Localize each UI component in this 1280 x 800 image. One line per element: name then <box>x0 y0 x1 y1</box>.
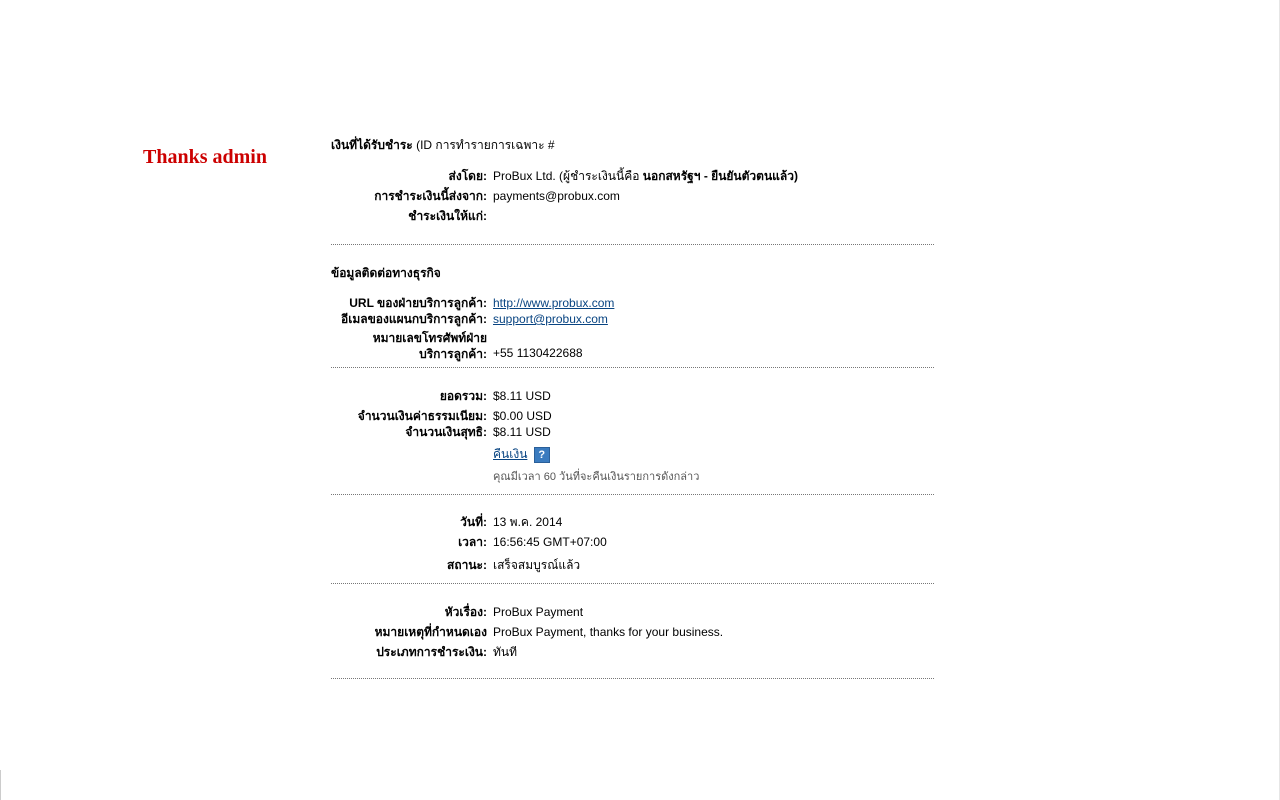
fee-label: จำนวนเงินค่าธรรมเนียม: <box>357 409 487 423</box>
support-phone-label-line2: บริการลูกค้า: <box>419 347 487 361</box>
refund-note-row <box>331 469 934 485</box>
support-phone-row <box>331 330 934 361</box>
sent-by-label: ส่งโดย: <box>448 169 487 183</box>
time-label: เวลา: <box>458 535 487 549</box>
paid-to-row <box>331 208 934 228</box>
time-row <box>331 534 934 557</box>
support-url-row <box>331 295 934 311</box>
refund-row <box>331 446 934 466</box>
total-row <box>331 388 934 408</box>
payment-type-value: ทันที <box>493 645 518 659</box>
sender-name: ProBux Ltd. (ผู้ชำระเงินนี้คือ <box>493 169 640 183</box>
sent-from-row <box>331 188 934 208</box>
business-contact-title: ข้อมูลติดต่อทางธุรกิจ <box>331 266 441 280</box>
paid-to-label: ชำระเงินให้แก่: <box>408 209 487 223</box>
total-label: ยอดรวม: <box>439 389 487 403</box>
subject-row <box>331 604 934 624</box>
support-email-row <box>331 311 934 327</box>
net-row <box>331 424 934 440</box>
sent-by-value <box>493 168 934 188</box>
window-left-edge <box>0 770 1 800</box>
payment-receipt <box>331 136 934 679</box>
payment-type-label: ประเภทการชำระเงิน: <box>376 645 487 659</box>
custom-note-label: หมายเหตุที่กำหนดเอง <box>374 625 487 639</box>
payment-type-row <box>331 644 934 664</box>
receipt-header <box>331 136 934 154</box>
help-question-icon[interactable]: ? <box>534 447 550 463</box>
support-url-link[interactable]: http://www.probux.com <box>493 296 615 310</box>
refund-link[interactable]: คืนเงิน <box>493 447 528 461</box>
date-value: 13 พ.ค. 2014 <box>493 515 563 529</box>
status-row <box>331 557 934 577</box>
net-value: $8.11 USD <box>493 425 551 439</box>
sent-from-label: การชำระเงินนี้ส่งจาก: <box>374 189 487 203</box>
subject-label: หัวเรื่อง: <box>444 605 487 619</box>
support-phone-value: +55 1130422688 <box>493 346 583 360</box>
custom-note-value: ProBux Payment, thanks for your business. <box>493 625 724 639</box>
custom-note-row <box>331 624 934 644</box>
date-label: วันที่: <box>460 515 487 529</box>
sender-status: นอกสหรัฐฯ - ยืนยันตัวตนแล้ว) <box>642 169 798 183</box>
support-phone-label <box>331 330 493 361</box>
transaction-id-label: (ID การทำรายการเฉพาะ # <box>416 138 555 152</box>
status-value: เสร็จสมบูรณ์แล้ว <box>493 558 581 572</box>
status-label: สถานะ: <box>447 558 487 572</box>
section-divider <box>331 678 934 679</box>
support-email-label: อีเมลของแผนกบริการลูกค้า: <box>341 312 487 326</box>
time-value: 16:56:45 GMT+07:00 <box>493 535 607 549</box>
sent-by-row <box>331 168 934 188</box>
fee-row <box>331 408 934 424</box>
receipt-title: เงินที่ได้รับชำระ <box>331 138 413 152</box>
support-url-label: URL ของฝ่ายบริการลูกค้า: <box>349 296 487 310</box>
fee-value: $0.00 USD <box>493 409 552 423</box>
subject-value: ProBux Payment <box>493 605 584 619</box>
support-email-link[interactable]: support@probux.com <box>493 312 608 326</box>
paid-to-value <box>493 208 934 228</box>
total-value: $8.11 USD <box>493 389 551 403</box>
thanks-banner: Thanks admin <box>143 146 267 168</box>
support-phone-label-line1: หมายเลขโทรศัพท์ฝ่าย <box>372 331 487 345</box>
sent-from-value: payments@probux.com <box>493 189 620 203</box>
refund-note: คุณมีเวลา 60 วันที่จะคืนเงินรายการดังกล่าว <box>493 471 700 483</box>
date-row <box>331 514 934 534</box>
net-label: จำนวนเงินสุทธิ: <box>405 425 487 439</box>
